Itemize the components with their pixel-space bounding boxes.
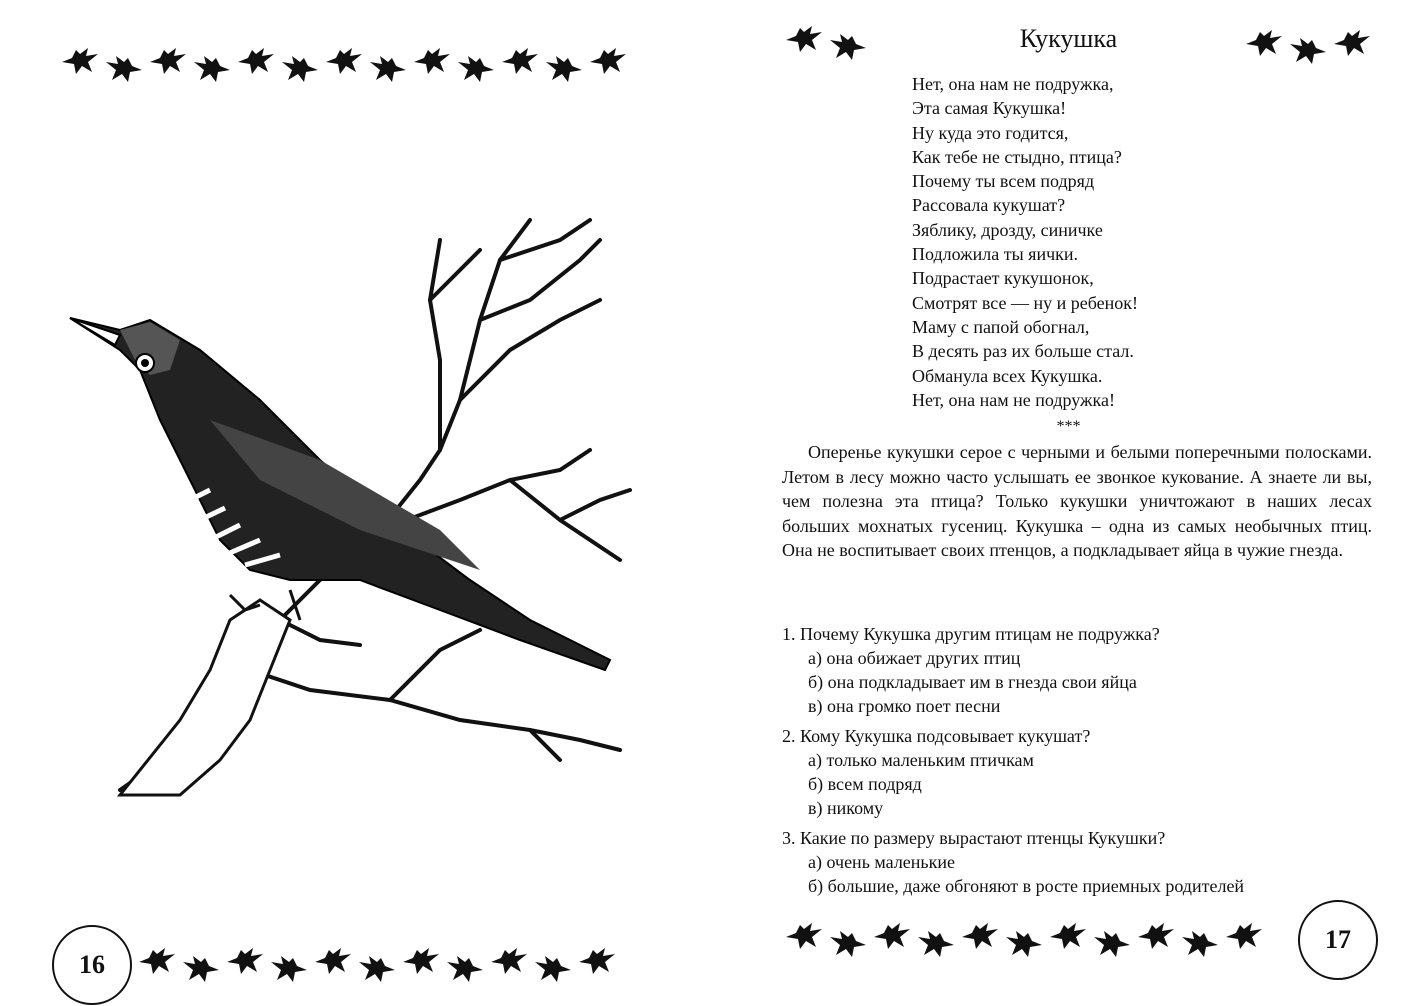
bird-silhouette-icon: [542, 48, 586, 88]
poem-line: Как тебе не стыдно, птица?: [912, 146, 1122, 167]
poem-line: Смотрят все — ну и ребенок!: [912, 292, 1139, 313]
bird-silhouette-icon: [1090, 923, 1134, 963]
page-number-right-text: 17: [1325, 925, 1351, 954]
answer-option: б) большие, даже обгоняют в росте приемных родителей: [808, 876, 1245, 896]
page-title: Кукушка: [1019, 24, 1118, 53]
question-block: [782, 724, 1382, 820]
left-page: [0, 0, 700, 1006]
bird-silhouette-icon: [1222, 915, 1266, 955]
poem-line: Ну куда это годится,: [912, 122, 1069, 143]
question-block: [782, 622, 1382, 718]
answer-option: в) она громко поет песни: [808, 696, 1001, 716]
bird-silhouette-icon: [322, 40, 366, 80]
answer-option: а) только маленьким птичкам: [808, 750, 1034, 770]
bird-silhouette-icon: [311, 940, 355, 980]
question-text: 2. Кому Кукушка подсовывает кукушат?: [782, 726, 1091, 746]
bird-silhouette-icon: [1002, 923, 1046, 963]
cuckoo-on-branch-drawing: [60, 200, 650, 800]
bird-silhouette-icon: [454, 48, 498, 88]
page-number-left-text: 16: [79, 950, 105, 979]
bird-silhouette-icon: [399, 940, 443, 980]
poem-line: В десять раз их больше стал.: [912, 341, 1134, 362]
bird-silhouette-icon: [443, 948, 487, 988]
answer-option: в) никому: [808, 798, 884, 818]
bird-silhouette-icon: [498, 40, 542, 80]
poem-line: Подложила ты яички.: [912, 244, 1079, 265]
poem-line: Нет, она нам не подружка!: [912, 389, 1115, 410]
bird-silhouette-icon: [914, 923, 958, 963]
bird-silhouette-icon: [179, 948, 223, 988]
bird-silhouette-icon: [1046, 915, 1090, 955]
poem-line: Маму с папой обогнал,: [912, 316, 1090, 337]
poem-line: Почему ты всем подряд: [912, 171, 1095, 192]
bird-silhouette-icon: [1134, 915, 1178, 955]
bird-silhouette-icon: [487, 940, 531, 980]
bird-silhouette-icon: [958, 915, 1002, 955]
right-page: [712, 0, 1425, 1006]
bird-silhouette-icon: [190, 48, 234, 88]
bird-silhouette-icon: [223, 940, 267, 980]
questions: [782, 622, 1382, 904]
bird-silhouette-icon: [234, 40, 278, 80]
bird-silhouette-icon: [58, 40, 102, 80]
bird-silhouette-icon: [267, 948, 311, 988]
poem-line: Рассовала кукушат?: [912, 195, 1066, 216]
bird-silhouette-icon: [355, 948, 399, 988]
answer-option: б) всем подряд: [808, 774, 922, 794]
bird-silhouette-icon: [586, 40, 630, 80]
answer-option: а) очень маленькие: [808, 852, 955, 872]
bird-silhouette-icon: [146, 40, 190, 80]
poem-line: Эта самая Кукушка!: [912, 98, 1067, 119]
cuckoo-illustration: [60, 200, 650, 800]
bird-silhouette-icon: [102, 48, 146, 88]
question-text: 3. Какие по размеру вырастают птенцы Кукушки?: [782, 828, 1166, 848]
poem-line: Обманула всех Кукушка.: [912, 365, 1103, 386]
answer-option: б) она подкладывает им в гнезда свои яйца: [808, 672, 1137, 692]
page-number-left: [52, 925, 132, 1005]
poem-line: Подрастает кукушонок,: [912, 268, 1094, 289]
bird-silhouette-icon: [1178, 923, 1222, 963]
poem: [912, 72, 1138, 412]
question-block: [782, 826, 1382, 898]
bird-silhouette-icon: [366, 48, 410, 88]
bird-silhouette-icon: [278, 48, 322, 88]
top-bird-border: [58, 40, 630, 80]
page-number-right: [1298, 900, 1378, 980]
poem-line: Нет, она нам не подружка,: [912, 74, 1114, 94]
bird-silhouette-icon: [575, 940, 619, 980]
bottom-bird-border-right: [782, 915, 1266, 955]
bird-silhouette-icon: [870, 915, 914, 955]
question-text: 1. Почему Кукушка другим птицам не подружка?: [782, 624, 1160, 644]
info-paragraph: Оперенье кукушки серое с черными и белыми поперечными полосками. Летом в лесу можно часто услышать ее звонкое кукование. А знаете ли вы, чем полезна эта птица? Только кукушки уничтожают в наших лесах больших мохнатых гусениц. Кукушка – одна из самых необычных птиц. Она не воспитывает своих птенцов, а подкладывает яйца в чужие гнезда.: [782, 442, 1372, 560]
bottom-bird-border-left: [135, 940, 619, 980]
bird-silhouette-icon: [531, 948, 575, 988]
separator: ***: [1056, 418, 1081, 435]
bird-silhouette-icon: [135, 940, 179, 980]
bird-silhouette-icon: [826, 923, 870, 963]
bird-silhouette-icon: [410, 40, 454, 80]
poem-line: Зяблику, дрозду, синичке: [912, 219, 1103, 240]
bird-silhouette-icon: [782, 915, 826, 955]
answer-option: а) она обижает других птиц: [808, 648, 1021, 668]
